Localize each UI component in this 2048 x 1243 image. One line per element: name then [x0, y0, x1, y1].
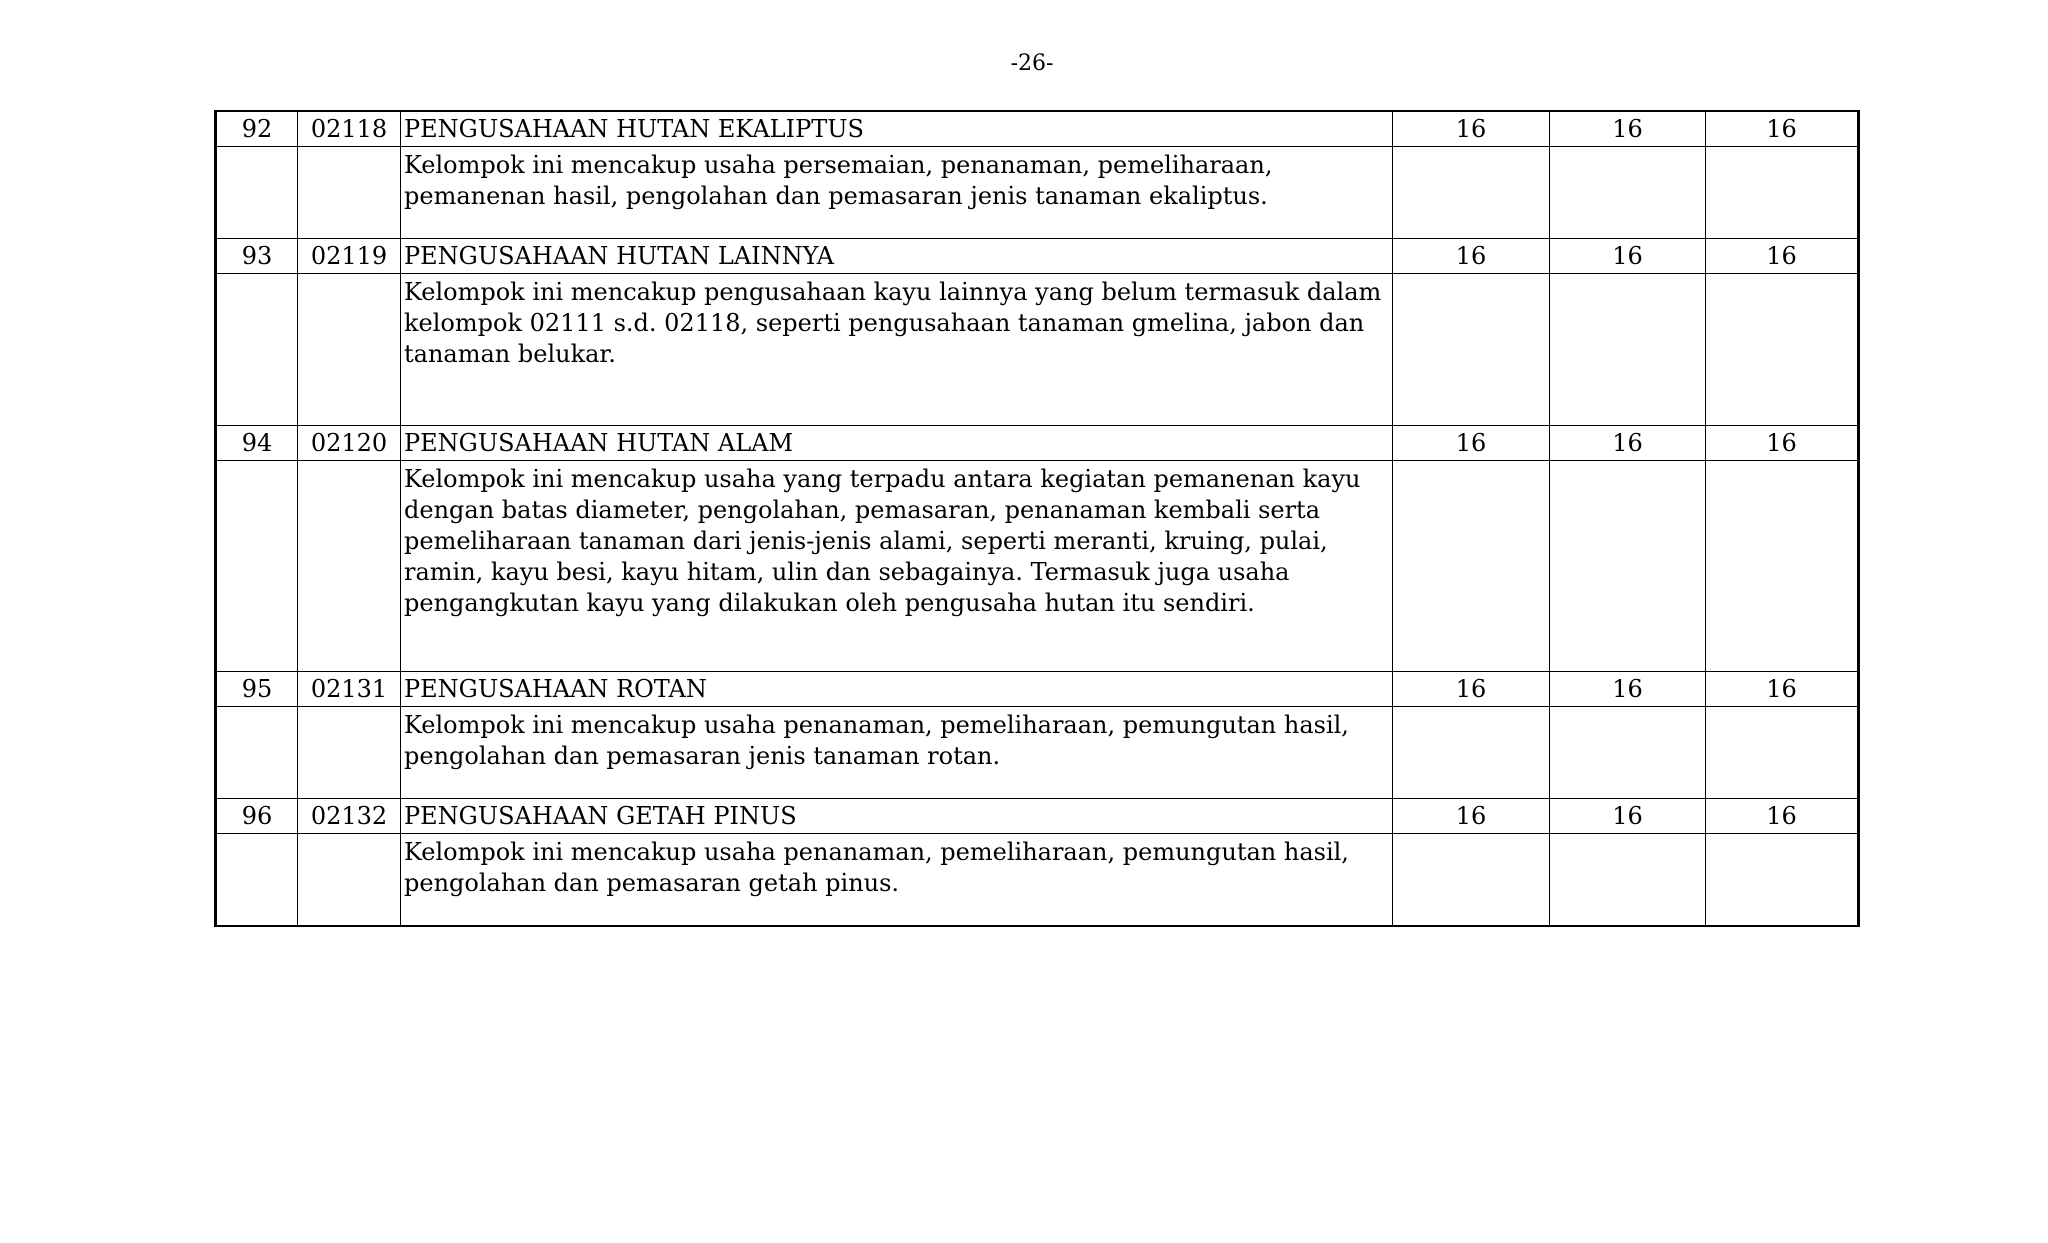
row-description: Kelompok ini mencakup usaha penanaman, pemeliharaan, pemungutan hasil, pengolahan dan pemasaran jenis tanaman rotan. [401, 707, 1393, 799]
row-value-b: 16 [1550, 426, 1706, 461]
row-code: 02120 [298, 426, 401, 461]
empty-cell [1550, 707, 1706, 799]
table-row [216, 111, 1859, 147]
page-number: -26- [1010, 51, 1054, 76]
table-row [216, 426, 1859, 461]
row-number: 94 [216, 426, 298, 461]
empty-cell [216, 834, 298, 927]
row-title: PENGUSAHAAN HUTAN ALAM [401, 426, 1393, 461]
row-value-b: 16 [1550, 672, 1706, 707]
row-number: 92 [216, 111, 298, 147]
row-code: 02132 [298, 799, 401, 834]
row-number: 93 [216, 239, 298, 274]
table-row-description [216, 834, 1859, 927]
row-value-a: 16 [1393, 111, 1550, 147]
table-row-description [216, 274, 1859, 426]
empty-cell [1706, 834, 1859, 927]
row-value-b: 16 [1550, 239, 1706, 274]
empty-cell [298, 461, 401, 672]
row-title: PENGUSAHAAN HUTAN EKALIPTUS [401, 111, 1393, 147]
row-number: 95 [216, 672, 298, 707]
empty-cell [1706, 707, 1859, 799]
row-title: PENGUSAHAAN HUTAN LAINNYA [401, 239, 1393, 274]
row-description: Kelompok ini mencakup pengusahaan kayu lainnya yang belum termasuk dalam kelompok 02111 s.d. 02118, seperti pengusahaan tanaman gmelina, jabon dan tanaman belukar. [401, 274, 1393, 426]
row-code: 02119 [298, 239, 401, 274]
table-row-description [216, 707, 1859, 799]
empty-cell [298, 274, 401, 426]
row-value-c: 16 [1706, 672, 1859, 707]
row-description: Kelompok ini mencakup usaha persemaian, penanaman, pemeliharaan, pemanenan hasil, pengolahan dan pemasaran jenis tanaman ekaliptus. [401, 147, 1393, 239]
empty-cell [1706, 147, 1859, 239]
table-row [216, 799, 1859, 834]
row-value-c: 16 [1706, 799, 1859, 834]
empty-cell [298, 707, 401, 799]
table-row [216, 239, 1859, 274]
empty-cell [1393, 274, 1550, 426]
empty-cell [216, 707, 298, 799]
row-title: PENGUSAHAAN GETAH PINUS [401, 799, 1393, 834]
empty-cell [1393, 834, 1550, 927]
empty-cell [216, 461, 298, 672]
row-description: Kelompok ini mencakup usaha yang terpadu antara kegiatan pemanenan kayu dengan batas diameter, pengolahan, pemasaran, penanaman kembali serta pemeliharaan tanaman dari jenis-jenis alami, seperti meranti, kruing, pulai, ramin, kayu besi, kayu hitam, ulin dan sebagainya. Termasuk juga usaha pengangkutan kayu yang dilakukan oleh pengusaha hutan itu sendiri. [401, 461, 1393, 672]
row-value-c: 16 [1706, 111, 1859, 147]
table-row-description [216, 147, 1859, 239]
row-value-a: 16 [1393, 799, 1550, 834]
row-value-c: 16 [1706, 239, 1859, 274]
row-value-c: 16 [1706, 426, 1859, 461]
empty-cell [298, 834, 401, 927]
row-value-a: 16 [1393, 426, 1550, 461]
empty-cell [1393, 461, 1550, 672]
row-title: PENGUSAHAAN ROTAN [401, 672, 1393, 707]
empty-cell [298, 147, 401, 239]
row-number: 96 [216, 799, 298, 834]
row-code: 02131 [298, 672, 401, 707]
empty-cell [1550, 834, 1706, 927]
empty-cell [1550, 274, 1706, 426]
empty-cell [1393, 147, 1550, 239]
empty-cell [1393, 707, 1550, 799]
row-value-a: 16 [1393, 672, 1550, 707]
table-row [216, 672, 1859, 707]
row-value-b: 16 [1550, 799, 1706, 834]
table-row-description [216, 461, 1859, 672]
row-value-b: 16 [1550, 111, 1706, 147]
row-code: 02118 [298, 111, 401, 147]
empty-cell [1706, 461, 1859, 672]
row-value-a: 16 [1393, 239, 1550, 274]
empty-cell [216, 147, 298, 239]
empty-cell [1706, 274, 1859, 426]
empty-cell [1550, 461, 1706, 672]
row-description: Kelompok ini mencakup usaha penanaman, pemeliharaan, pemungutan hasil, pengolahan dan pemasaran getah pinus. [401, 834, 1393, 927]
empty-cell [1550, 147, 1706, 239]
empty-cell [216, 274, 298, 426]
kbli-table [214, 110, 1860, 927]
